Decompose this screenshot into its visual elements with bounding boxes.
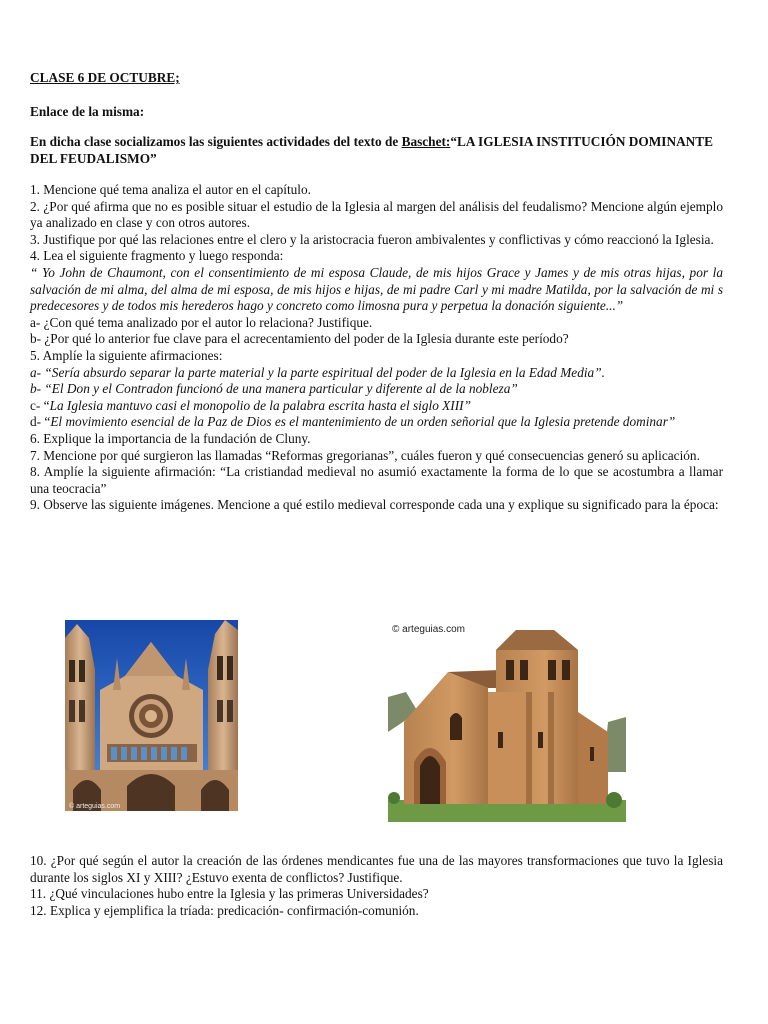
question-5a: a- “Sería absurdo separar la parte material y la parte espiritual del poder de la Iglesia en la Edad Media”.: [30, 364, 605, 380]
romanesque-church-illustration: [388, 622, 626, 822]
question-4: 4. Lea el siguiente fragmento y luego responda:: [30, 248, 284, 264]
question-5b: b- “El Don y el Contradon funcionó de una manera particular y diferente al de la nobleza”: [30, 381, 518, 397]
romanesque-church-image: [388, 622, 626, 822]
question-4-quote: “ Yo John de Chaumont, con el consentimiento de mi esposa Claude, de mis hijos Grace y James y de mis otras hijas, por la salvación de mi alma, del alma de mi esposa, de mis hijos e hijas, de mi padre Carl y mi madre Matilda, por la salvación de mi s predecesores y de todos mis herederos hago y concreto como limosna pura y perpetua la donación siguiente...”: [30, 264, 723, 314]
page-title: CLASE 6 DE OCTUBRE;: [30, 70, 180, 85]
question-11: 11. ¿Qué vinculaciones hubo entre la Iglesia y las primeras Universidades?: [30, 886, 429, 902]
question-5: 5. Amplíe la siguiente afirmaciones:: [30, 347, 223, 363]
question-5c-prefix: c- “: [30, 397, 50, 413]
book-title: “LA IGLESIA INSTITUCIÓN DOMINANTE DEL FEUDALISMO”: [30, 134, 714, 166]
question-5d-prefix: d- “: [30, 414, 51, 430]
question-9: 9. Observe las siguiente imágenes. Mencione a qué estilo medieval corresponde cada una y explique su significado para la época:: [30, 497, 719, 513]
question-5c-text: La Iglesia mantuvo casi el monopolio de la palabra escrita hasta el siglo XIII”: [49, 397, 471, 413]
question-7: 7. Mencione por qué surgieron las llamadas “Reformas gregorianas”, cuáles fueron y qué consecuencias generó su aplicación.: [30, 447, 700, 463]
question-list-continued: [30, 853, 723, 919]
right-image-watermark: © arteguias.com: [392, 624, 465, 635]
question-2: 2. ¿Por qué afirma que no es posible situar el estudio de la Iglesia al margen del análisis del feudalismo? Mencione algún ejemplo ya analizado en clase y con otros autores.: [30, 198, 723, 231]
gothic-cathedral-image: [65, 620, 238, 811]
question-8: 8. Amplíe la siguiente afirmación: “La cristiandad medieval no asumió exactamente la forma de lo que se acostumbra a llamar una teocracia”: [30, 464, 723, 496]
question-3: 3. Justifique por qué las relaciones entre el clero y la aristocracia fueron ambivalentes y conflictivas y cómo reaccionó la Iglesia.: [30, 231, 714, 247]
intro-paragraph: [30, 133, 723, 167]
question-12: 12. Explica y ejemplifica la tríada: predicación- confirmación-comunión.: [30, 902, 419, 918]
question-4b: b- ¿Por qué lo anterior fue clave para el acrecentamiento del poder de la Iglesia durante este período?: [30, 331, 569, 347]
author-colon: :: [445, 134, 451, 149]
question-5c: [30, 398, 723, 415]
gothic-cathedral-illustration: [65, 620, 238, 811]
question-1: 1. Mencione qué tema analiza el autor en el capítulo.: [30, 182, 311, 197]
question-4a: a- ¿Con qué tema analizado por el autor lo relaciona? Justifique.: [30, 314, 373, 330]
question-6: 6. Explique la importancia de la fundación de Cluny.: [30, 430, 311, 446]
link-label: Enlace de la misma:: [30, 104, 145, 119]
question-10: 10. ¿Por qué según el autor la creación de las órdenes mendicantes fue una de las mayores transformaciones que tuvo la Iglesia durante los siglos XI y XIII? ¿Estuvo exenta de conflictos? Justifique.: [30, 853, 723, 885]
question-5d: [30, 414, 723, 431]
left-image-watermark: © arteguias.com: [69, 803, 121, 810]
intro-prefix: En dicha clase socializamos las siguientes actividades del texto de: [30, 134, 402, 149]
question-list: [30, 182, 723, 514]
question-5d-text: El movimiento esencial de la Paz de Dios es el mantenimiento de un orden señorial que la Iglesia pretende dominar”: [50, 414, 676, 430]
author-name: Baschet: [401, 134, 446, 149]
